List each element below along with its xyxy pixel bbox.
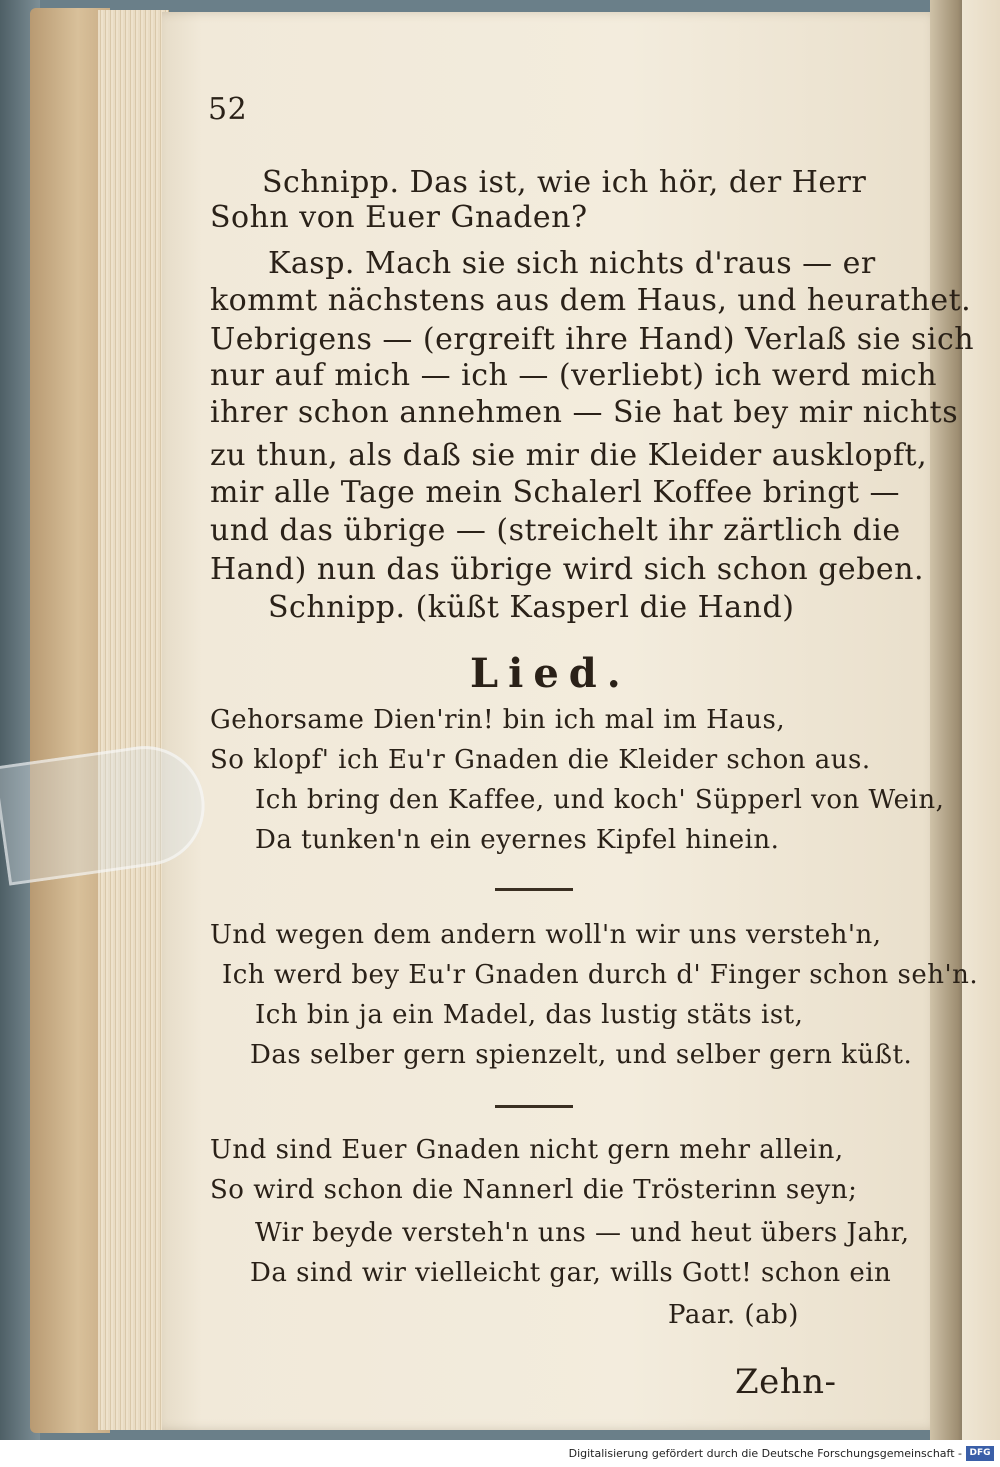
verse-line: Paar. (ab) xyxy=(668,1300,799,1330)
text-line: zu thun, als daß sie mir die Kleider ausklopft, xyxy=(210,438,928,473)
facing-page xyxy=(962,0,1000,1440)
text-line: Schnipp. Das ist, wie ich hör, der Herr xyxy=(262,165,867,200)
dfg-logo: DFG xyxy=(966,1446,994,1461)
text-line: und das übrige — (streichelt ihr zärtlich die xyxy=(210,513,901,548)
text-line: Schnipp. (küßt Kasperl die Hand) xyxy=(268,590,795,625)
catchword: Zehn- xyxy=(735,1362,837,1402)
verse-line: Gehorsame Dien'rin! bin ich mal im Haus, xyxy=(210,705,786,735)
text-line: Kasp. Mach sie sich nichts d'raus — er xyxy=(268,246,876,281)
text-line: kommt nächstens aus dem Haus, und heurathet. xyxy=(210,283,972,318)
verse-line: So wird schon die Nannerl die Trösterinn seyn; xyxy=(210,1175,858,1205)
verse-line: Da sind wir vielleicht gar, wills Gott! schon ein xyxy=(250,1258,892,1288)
verse-line: Ich bring den Kaffee, und koch' Süpperl von Wein, xyxy=(255,785,945,815)
verse-line: Und wegen dem andern woll'n wir uns versteh'n, xyxy=(210,920,882,950)
text-line: mir alle Tage mein Schalerl Koffee bringt — xyxy=(210,475,901,510)
page-number: 52 xyxy=(208,92,248,127)
text-line: Hand) nun das übrige wird sich schon geben. xyxy=(210,552,925,587)
verse-line: Ich bin ja ein Madel, das lustig stäts ist, xyxy=(255,1000,804,1030)
verse-line: So klopf' ich Eu'r Gnaden die Kleider schon aus. xyxy=(210,745,871,775)
verse-line: Und sind Euer Gnaden nicht gern mehr allein, xyxy=(210,1135,844,1165)
stanza-divider xyxy=(495,888,573,891)
verse-line: Da tunken'n ein eyernes Kipfel hinein. xyxy=(255,825,780,855)
page-edges xyxy=(98,10,169,1430)
funding-notice: Digitalisierung gefördert durch die Deutsche Forschungsgemeinschaft - xyxy=(568,1447,962,1460)
verse-line: Das selber gern spienzelt, und selber gern küßt. xyxy=(250,1040,913,1070)
text-line: ihrer schon annehmen — Sie hat bey mir nichts xyxy=(210,395,959,430)
footer xyxy=(0,1440,1000,1467)
text-line: Uebrigens — (ergreift ihre Hand) Verlaß sie sich xyxy=(210,322,975,357)
text-line: nur auf mich — ich — (verliebt) ich werd mich xyxy=(210,358,938,393)
stanza-divider xyxy=(495,1105,573,1108)
song-heading: Lied. xyxy=(470,650,631,697)
verse-line: Wir beyde versteh'n uns — und heut übers Jahr, xyxy=(255,1218,910,1248)
verse-line: Ich werd bey Eu'r Gnaden durch d' Finger schon seh'n. xyxy=(222,960,979,990)
text-line: Sohn von Euer Gnaden? xyxy=(210,200,588,235)
